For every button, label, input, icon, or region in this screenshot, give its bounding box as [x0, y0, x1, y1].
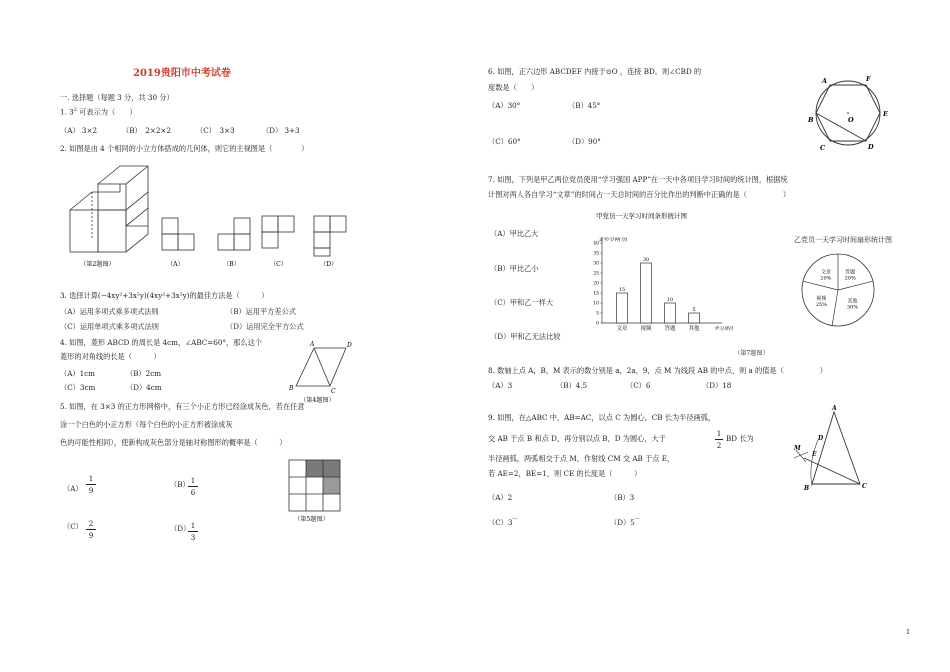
svg-text:C: C — [820, 144, 826, 152]
q8-option-d: （D）18 — [702, 381, 732, 390]
q1-option-d: （D） 3+3 — [262, 126, 300, 135]
page-title: 2019贵阳市中考试卷 — [133, 68, 231, 79]
bar-chart-title: 甲党员一天学习时间条形统计图 — [596, 212, 687, 220]
bar-y-tick-label: 0 — [596, 321, 599, 327]
q2-stem: 2. 如图是由 4 个相同的小立方体搭成的几何体，则它的主视图是（ ） — [60, 144, 309, 153]
q2-label-a: （A） — [167, 261, 184, 268]
svg-text:F: F — [866, 75, 871, 83]
q2-view-d — [314, 216, 346, 256]
q9-stem-line2: 交 AB 于点 B 和点 D，再分别以点 B，D 为圆心，大于 — [488, 434, 666, 443]
q2-label-d: （D） — [320, 261, 338, 268]
q4-stem-line2: 菱形的对角线的长是（ ） — [60, 352, 161, 361]
pie-slice-percent: 25% — [815, 301, 827, 308]
svg-text:A: A — [822, 77, 828, 85]
bar-y-tick-label: 5 — [596, 311, 599, 317]
q5-option-b-label: （B） — [170, 480, 190, 489]
q9-stem-line2-tail: BD 长为 — [726, 434, 754, 443]
q4-option-a: （A）1cm — [60, 369, 95, 378]
q7-stem-line1: 7. 如图，下列是甲乙两位党员使用“学习强国 APP”在一天中各项目学习时间的统计图，根据统 — [488, 175, 788, 184]
pie-slice-label: 答题 — [845, 269, 856, 276]
q9-option-c: （C）3— — [488, 516, 518, 527]
pie-slice-percent: 30% — [847, 304, 859, 311]
q9-triangle-figure — [790, 406, 870, 492]
q3-option-d: （D）运用完全平方公式 — [226, 322, 304, 331]
q5-option-d-label: （D） — [170, 524, 191, 533]
svg-text:E: E — [812, 451, 817, 458]
q5-stem-line3: 色的可能性相同），使新构成灰色部分是轴对称图形的概率是（ ） — [60, 438, 287, 447]
q8-option-c: （C）6 — [626, 381, 651, 390]
q4-rhombus-figure — [284, 342, 364, 404]
bar-category-label: 答题 — [664, 326, 676, 332]
svg-text:D: D — [868, 143, 874, 151]
q5-option-c-fraction: 2 9 — [86, 519, 96, 540]
bar-y-tick-label: 10 — [593, 301, 599, 307]
q6-option-d: （D）90° — [568, 137, 601, 146]
bar-文章 — [617, 293, 628, 323]
bar-chart-xlabel: 学习项目 — [714, 327, 734, 332]
bar-category-label: 其他 — [688, 326, 700, 332]
pie-slice-label: 文章 — [820, 269, 831, 276]
section-heading: 一. 选择题（每题 3 分，共 30 分） — [60, 93, 174, 102]
q7-option-d: （D）甲和乙无法比较 — [490, 332, 561, 341]
q5-caption: （第5题图） — [294, 516, 329, 523]
q2-view-c — [262, 216, 294, 248]
q3-stem: 3. 选择计算(−4xy²+3x²y)(4xy²+3x²y)的最佳方法是（ ） — [60, 291, 269, 300]
bar-答题 — [665, 303, 676, 323]
bar-value-label: 15 — [618, 288, 626, 293]
q7-bar-chart — [590, 210, 755, 340]
q6-stem-line1: 6. 如图，正六边形 ABCDEF 内接于⊙O ，连接 BD。则∠CBD 的 — [488, 67, 702, 76]
q4-option-c: （C）3cm — [60, 383, 96, 392]
q3-option-a: （A）运用多项式乘多项式法则 — [60, 307, 159, 316]
pie-slice-percent: 20% — [820, 275, 832, 282]
svg-text:C: C — [331, 388, 336, 395]
q2-view-b — [218, 218, 250, 250]
q8-option-b: （B）4.5 — [556, 381, 588, 390]
q2-label-b: （B） — [223, 261, 240, 268]
pie-slice-label: 视频 — [816, 295, 827, 302]
q7-pie-chart — [798, 250, 888, 330]
svg-text:A: A — [310, 341, 315, 348]
q5-option-b-fraction: 1 6 — [188, 476, 198, 497]
q2-cube-solid — [70, 166, 148, 252]
svg-text:D: D — [818, 435, 824, 442]
q4-caption: （第4题图） — [300, 397, 335, 404]
q5-option-d-fraction: 1 3 — [188, 521, 198, 542]
q8-stem: 8. 数轴上点 A，B，M 表示的数分别是 a，2a，9，点 M 为线段 AB 的中点，则 a 的值是（ ） — [488, 366, 827, 375]
q1-option-a: （A） 3×2 — [60, 126, 98, 135]
q6-option-a: （A）30° — [488, 101, 521, 110]
q9-option-b: （B）3 — [610, 493, 635, 502]
q4-stem-line1: 4. 如图，菱形 ABCD 的周长是 4cm，∠ABC=60°，那么这个 — [60, 338, 262, 347]
q9-stem-line4: 若 AE=2，BE=1，则 CE 的长度是（ ） — [488, 469, 642, 478]
bar-y-tick-label: 40 — [593, 241, 599, 247]
q2-figures — [62, 160, 352, 275]
pie-chart-title: 乙党员一天学习时间扇形统计图 — [794, 236, 892, 244]
q2-caption: （第2题图） — [80, 261, 115, 268]
bar-value-label: 30 — [642, 258, 650, 263]
svg-text:B: B — [808, 116, 814, 124]
q9-option-a: （A）2 — [488, 493, 513, 502]
bar-y-tick-label: 20 — [593, 281, 599, 287]
q9-half-fraction: 1 2 — [716, 429, 722, 450]
q7-caption: （第7题图） — [734, 350, 769, 357]
bar-y-tick-label: 35 — [593, 251, 599, 257]
page-number: 1 — [906, 628, 911, 636]
q5-option-a-fraction: 1 9 — [86, 474, 96, 495]
q9-stem-line1: 9. 如图，在△ABC 中，AB=AC，以点 C 为圆心，CB 长为半径画弧， — [488, 413, 716, 422]
svg-text:D: D — [347, 342, 352, 349]
svg-text:A: A — [832, 405, 837, 412]
q1-option-c: （C） 3×3 — [196, 126, 235, 135]
svg-text:M: M — [794, 445, 801, 452]
q6-option-c: （C）60° — [488, 137, 521, 146]
bar-category-label: 视频 — [640, 326, 652, 332]
q9-stem-line3: 半径画弧，两弧相交于点 M，作射线 CM 交 AB 于点 E， — [488, 454, 675, 463]
q2-view-a — [162, 218, 194, 250]
q7-option-b: （B）甲比乙小 — [490, 264, 539, 273]
svg-text:O: O — [848, 116, 854, 124]
bar-y-tick-label: 15 — [593, 291, 599, 297]
svg-text:B: B — [804, 485, 810, 492]
q6-stem-line2: 度数是（ ） — [488, 83, 539, 92]
bar-category-label: 文章 — [616, 326, 628, 332]
q4-option-d: （D）4cm — [126, 383, 162, 392]
bar-其他 — [689, 313, 700, 323]
svg-text:B: B — [289, 385, 294, 392]
bar-y-tick-label: 25 — [593, 271, 599, 277]
q6-option-b: （B）45° — [568, 101, 601, 110]
q6-hexagon-figure — [808, 72, 892, 154]
q4-option-b: （B）2cm — [126, 369, 162, 378]
svg-text:C: C — [862, 483, 867, 490]
q9-option-d: （D）5— — [610, 516, 640, 527]
q5-option-a-label: （A） — [63, 484, 83, 493]
pie-slice-label: 其他 — [847, 298, 858, 305]
pie-slice-percent: 20% — [844, 275, 856, 282]
q8-option-a: （A）3 — [488, 381, 513, 390]
q2-label-c: （C） — [270, 261, 288, 268]
bar-value-label: 10 — [666, 298, 674, 303]
q1-stem: 1. $3^2$ 可表示为（ ） — [60, 107, 137, 117]
q5-stem-line2: 涂一个白色的小正方形（每个白色的小正方形被涂成灰 — [60, 420, 233, 429]
q5-option-c-label: （C） — [63, 522, 83, 531]
bar-视频 — [641, 263, 652, 323]
q3-option-c: （C）运用单项式乘多项式法则 — [60, 322, 159, 331]
q3-option-b: （B）运用平方差公式 — [226, 307, 296, 316]
svg-text:E: E — [883, 110, 888, 118]
q1-option-b: （B） 2×2×2 — [122, 126, 172, 135]
bar-value-label: 5 — [692, 308, 696, 313]
q7-stem-line2: 计图对两人各自学习“文章”的时间占一天总时间的百分比作出的判断中正确的是（ ） — [488, 190, 791, 199]
bar-chart-ylabel: 文字/分钟(分) — [598, 238, 628, 243]
q5-grid-figure — [286, 458, 346, 530]
q7-option-a: （A）甲比乙大 — [490, 229, 539, 238]
bar-y-tick-label: 30 — [593, 261, 599, 267]
q5-stem-line1: 5. 如图，在 3×3 的正方形网格中，有三个小正方形已经涂成灰色，若在任意 — [60, 402, 305, 411]
q7-option-c: （C）甲和乙一样大 — [490, 298, 554, 307]
